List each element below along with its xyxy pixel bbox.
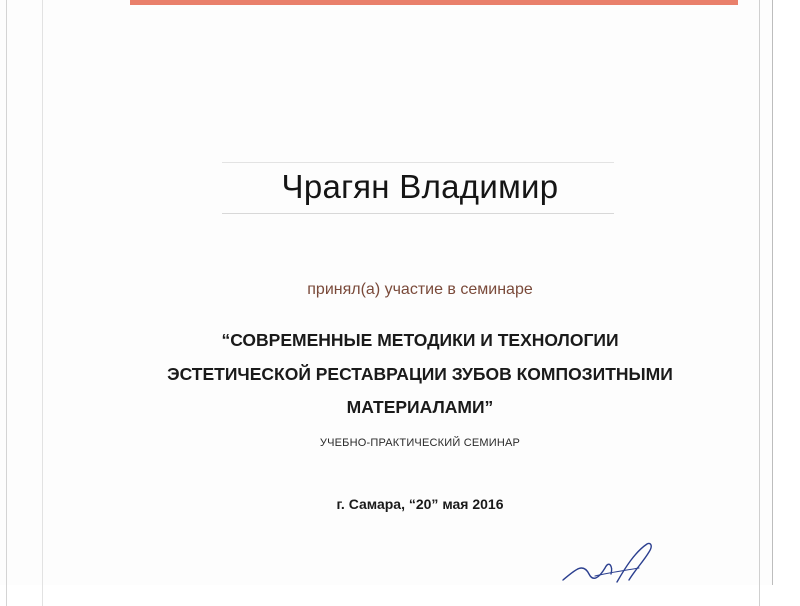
page-frame-inner	[42, 0, 761, 606]
place-and-date: г. Самара, “20” мая 2016	[336, 496, 504, 512]
participation-text: принял(а) участие в семинаре	[307, 281, 533, 298]
scan-right-edge	[772, 0, 800, 585]
seminar-title-line-3: МАТЕРИАЛАМИ”	[346, 397, 494, 417]
recipient-name: Чрагян Владимир	[281, 168, 559, 205]
seminar-title-line-2: ЭСТЕТИЧЕСКОЙ РЕСТАВРАЦИИ ЗУБОВ КОМПОЗИТНЫМИ	[167, 364, 673, 384]
seminar-type: УЧЕБНО-ПРАКТИЧЕСКИЙ СЕМИНАР	[319, 437, 521, 449]
signature-icon	[555, 540, 665, 585]
accent-bar	[130, 0, 738, 5]
seminar-title-line-1: “СОВРЕМЕННЫЕ МЕТОДИКИ И ТЕХНОЛОГИИ	[221, 330, 619, 350]
name-divider-top	[222, 162, 614, 163]
name-divider-bottom	[222, 213, 614, 214]
